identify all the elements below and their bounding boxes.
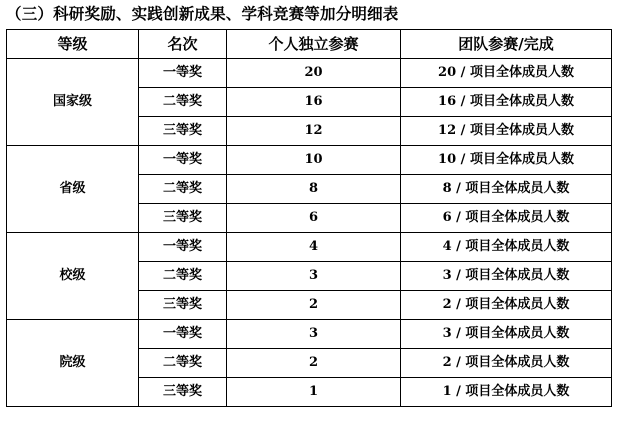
level-cell: 院级 [7,320,139,407]
rank-cell: 三等奖 [139,291,227,320]
team-score-cell: 1 / 项目全体成员人数 [401,378,612,407]
solo-score-cell: 16 [227,88,401,117]
table-header-row [7,30,612,59]
rank-cell: 三等奖 [139,204,227,233]
level-cell: 国家级 [7,59,139,146]
team-score-cell: 3 / 项目全体成员人数 [401,262,612,291]
solo-score-cell: 20 [227,59,401,88]
table-row [7,59,612,88]
rank-cell: 一等奖 [139,233,227,262]
rank-cell: 二等奖 [139,88,227,117]
team-score-cell: 10 / 项目全体成员人数 [401,146,612,175]
rank-cell: 一等奖 [139,320,227,349]
team-score-cell: 12 / 项目全体成员人数 [401,117,612,146]
table-row [7,233,612,262]
page-title: （三）科研奖励、实践创新成果、学科竞赛等加分明细表 [6,4,399,23]
team-score-cell: 20 / 项目全体成员人数 [401,59,612,88]
solo-score-cell: 4 [227,233,401,262]
team-score-cell: 4 / 项目全体成员人数 [401,233,612,262]
team-score-cell: 6 / 项目全体成员人数 [401,204,612,233]
rank-cell: 二等奖 [139,349,227,378]
level-cell: 校级 [7,233,139,320]
solo-score-cell: 8 [227,175,401,204]
solo-score-cell: 2 [227,349,401,378]
solo-score-cell: 12 [227,117,401,146]
table-body [7,59,612,407]
solo-score-cell: 3 [227,262,401,291]
rank-cell: 三等奖 [139,378,227,407]
solo-score-cell: 2 [227,291,401,320]
team-score-cell: 16 / 项目全体成员人数 [401,88,612,117]
table-row [7,146,612,175]
rank-cell: 二等奖 [139,175,227,204]
team-score-cell: 3 / 项目全体成员人数 [401,320,612,349]
solo-score-cell: 10 [227,146,401,175]
table-row [7,320,612,349]
column-header-rank: 名次 [139,30,227,59]
team-score-cell: 2 / 项目全体成员人数 [401,349,612,378]
rank-cell: 一等奖 [139,59,227,88]
rank-cell: 三等奖 [139,117,227,146]
solo-score-cell: 1 [227,378,401,407]
rank-cell: 一等奖 [139,146,227,175]
column-header-team: 团队参赛/完成 [401,30,612,59]
team-score-cell: 2 / 项目全体成员人数 [401,291,612,320]
team-score-cell: 8 / 项目全体成员人数 [401,175,612,204]
score-detail-table [6,29,612,407]
column-header-solo: 个人独立参赛 [227,30,401,59]
table-header [7,30,612,59]
column-header-level: 等级 [7,30,139,59]
solo-score-cell: 6 [227,204,401,233]
level-cell: 省级 [7,146,139,233]
rank-cell: 二等奖 [139,262,227,291]
solo-score-cell: 3 [227,320,401,349]
